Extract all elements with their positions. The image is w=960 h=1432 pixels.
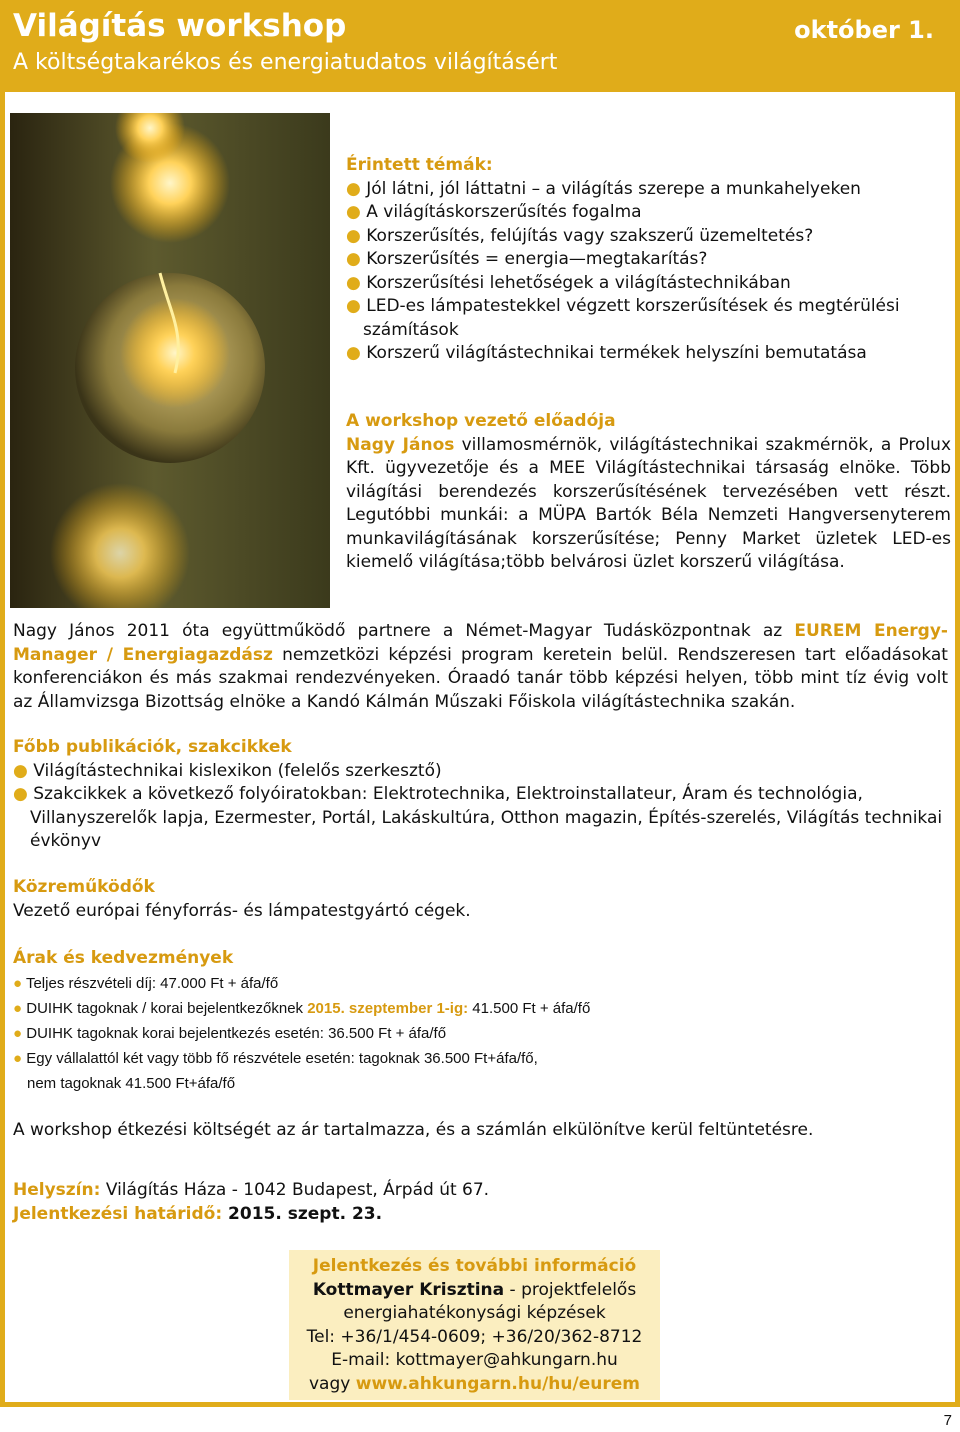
- topic-item: ● Korszerűsítési lehetőségek a világítástechnikában: [346, 272, 791, 293]
- venue-line: Helyszín: Világítás Háza - 1042 Budapest, Árpád út 67.: [13, 1180, 490, 1200]
- contact-person: Kottmayer Krisztina - projektfelelős: [312, 1279, 637, 1300]
- presenter-name: Nagy János: [346, 434, 455, 455]
- program-name: EUREM Energy-Manager / Energiagazdász: [13, 621, 948, 665]
- publications-heading: Főbb publikációk, szakcikkek: [13, 737, 292, 757]
- page-number: 7: [943, 1412, 952, 1429]
- venue-section: [13, 1179, 948, 1226]
- price-item: ● Egy vállalattól két vagy több fő részvétele esetén: tagoknak 36.500 Ft+áfa/fő,: [13, 1050, 538, 1067]
- light-bulb-image: [10, 113, 330, 608]
- topic-item: ● LED-es lámpatestekkel végzett korszerűsítések és megtérülési számítások: [346, 296, 900, 340]
- presenter-bio: Nagy János villamosmérnök, világítástechnikai szakmérnök, a Prolux Kft. ügyvezetője és a MEE Világítástechnikai társaság elnöke. Több világítási berendezés korszerűsítésének tervezésében vett részt. Legutóbbi munkái: a MÜPA Bartók Béla Nemzeti Hangversenyterem munkavilágításának korszerűsítése; Penny Market üzletek LED-es kiemelő világítása;több belvárosi üzlet korszerű világítása.: [346, 434, 951, 572]
- cooperators-section: [13, 876, 948, 923]
- deadline-label: Jelentkezési határidő:: [13, 1203, 223, 1224]
- deadline-line: Jelentkezési határidő: 2015. szept. 23.: [13, 1203, 383, 1224]
- contact-heading: Jelentkezés és további információ: [312, 1256, 637, 1276]
- header-bar: [0, 0, 960, 92]
- topic-item: ● Korszerű világítástechnikai termékek helyszíni bemutatása: [346, 343, 867, 363]
- website-link[interactable]: www.ahkungarn.hu/hu/eurem: [355, 1373, 640, 1394]
- prices-section: [13, 946, 948, 1096]
- contact-email[interactable]: E-mail: kottmayer@ahkungarn.hu: [331, 1350, 618, 1370]
- topics-heading: Érintett témák:: [346, 155, 493, 175]
- publication-item: ● Szakcikkek a következő folyóiratokban: Elektrotechnika, Elektroinstallateur, Áram és technológia, Villanyszerelők lapja, Ezermester, Portál, Lakáskultúra, Otthon magazin, Építés-szerelés, Világítás technikai évkönyv: [13, 784, 943, 851]
- contact-phone[interactable]: Tel: +36/1/454-0609; +36/20/362-8712: [306, 1326, 643, 1347]
- publication-item: ● Világítástechnikai kislexikon (felelős szerkesztő): [13, 760, 442, 781]
- early-deadline: 2015. szeptember 1-ig:: [307, 1000, 469, 1017]
- cooperators-text: Vezető európai fényforrás- és lámpatestgyártó cégek.: [13, 900, 471, 921]
- prices-heading: Árak és kedvezmények: [13, 948, 234, 968]
- topic-item: ● Korszerűsítés = energia—megtakarítás?: [346, 249, 708, 269]
- price-item: ● DUIHK tagoknak / korai bejelentkezőknek 2015. szeptember 1-ig: 41.500 Ft + áfa/fő: [13, 1000, 591, 1017]
- price-item: ● Teljes részvételi díj: 47.000 Ft + áfa/fő: [13, 975, 279, 992]
- topic-item: ● Korszerűsítés, felújítás vagy szakszerű üzemeltetés?: [346, 225, 814, 246]
- event-date: október 1.: [794, 16, 934, 44]
- light-bulb-photo: [10, 113, 330, 608]
- topic-item: ● A világításkorszerűsítés fogalma: [346, 202, 642, 222]
- cooperators-heading: Közreműködők: [13, 877, 155, 897]
- contact-department: energiahatékonysági képzések: [343, 1303, 606, 1323]
- publications-section: [13, 736, 948, 854]
- topic-item: ● Jól látni, jól láttatni – a világítás szerepe a munkahelyeken: [346, 178, 861, 199]
- contact-web: vagy www.ahkungarn.hu/hu/eurem: [309, 1373, 640, 1394]
- page-subtitle: A költségtakarékos és energiatudatos világításért: [13, 50, 558, 75]
- venue-label: Helyszín:: [13, 1180, 101, 1200]
- contact-box: [289, 1250, 660, 1400]
- presenter-heading: A workshop vezető előadója: [346, 411, 616, 431]
- price-item: ● DUIHK tagoknak korai bejelentkezés esetén: 36.500 Ft + áfa/fő: [13, 1025, 447, 1042]
- price-item-continued: nem tagoknak 41.500 Ft+áfa/fő: [27, 1075, 236, 1092]
- presenter-section: [346, 410, 951, 575]
- topics-section: [346, 154, 951, 366]
- meal-note: A workshop étkezési költségét az ár tartalmazza, és a számlán elkülönítve kerül feltüntetésre.: [13, 1120, 814, 1140]
- intro-paragraph: Nagy János 2011 óta együttműködő partnere a Német-Magyar Tudásközpontnak az EUREM Energy-Manager / Energiagazdász nemzetközi képzési program keretein belül. Rendszeresen tart előadásokat konferenciákon és más szakmai rendezvényeken. Óraadó tanár több képzési helyen, több mint tíz évig volt az Államvizsga Bizottság elnöke a Kandó Kálmán Műszaki Főiskola világítástechnika szakán.: [13, 621, 948, 712]
- page-title: Világítás workshop: [13, 8, 347, 44]
